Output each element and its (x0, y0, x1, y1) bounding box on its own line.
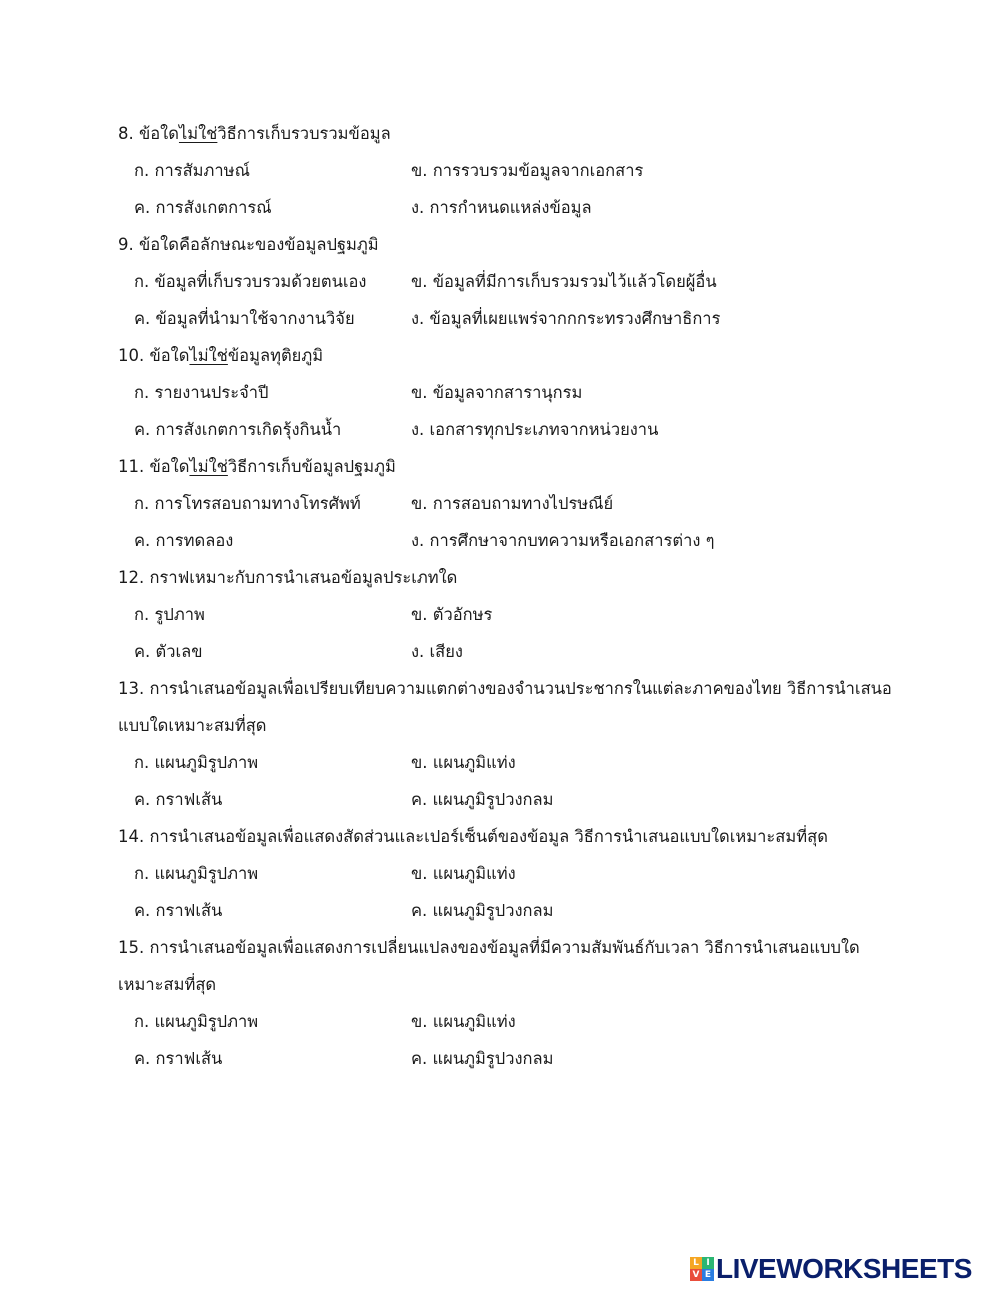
question-12-option-d: ง. เสียง (411, 642, 463, 661)
question-8-prefix: 8. ข้อใด (118, 124, 179, 143)
question-12-stem (0, 559, 1000, 596)
logo-tile-i: I (702, 1257, 714, 1269)
question-10-option-b: ข. ข้อมูลจากสารานุกรม (411, 383, 583, 402)
question-9-option-a: ก. ข้อมูลที่เก็บรวบรวมด้วยตนเอง (134, 272, 367, 291)
question-11-prefix: 11. ข้อใด (118, 457, 190, 476)
question-8-suffix: วิธีการเก็บรวบรวมข้อมูล (217, 124, 391, 143)
question-11-option-d: ง. การศึกษาจากบทความหรือเอกสารต่าง ๆ (411, 531, 715, 550)
question-13-options-row-2 (0, 781, 1000, 818)
question-10-option-d: ง. เอกสารทุกประเภทจากหน่วยงาน (411, 420, 659, 439)
question-9-stem (0, 226, 1000, 263)
question-15-stem (0, 929, 1000, 966)
question-14-options-row-1 (0, 855, 1000, 892)
question-13-text: 13. การนำเสนอข้อมูลเพื่อเปรียบเทียบความแตกต่างของจำนวนประชากรในแต่ละภาคของไทย วิธีการนำเสนอ (118, 679, 892, 698)
question-11-stem (0, 448, 1000, 485)
logo-tile-e: E (702, 1269, 714, 1281)
question-10-prefix: 10. ข้อใด (118, 346, 190, 365)
question-8-stem (0, 115, 1000, 152)
question-11-option-b: ข. การสอบถามทางไปรษณีย์ (411, 494, 614, 513)
question-14-option-d: ค. แผนภูมิรูปวงกลม (411, 901, 554, 920)
question-13-stem-continued (0, 707, 1000, 744)
question-8-option-b: ข. การรวบรวมข้อมูลจากเอกสาร (411, 161, 644, 180)
question-9-options-row-2 (0, 300, 1000, 337)
question-9-option-d: ง. ข้อมูลที่เผยแพร่จากกกระทรวงศึกษาธิการ (411, 309, 721, 328)
question-10-options-row-1 (0, 374, 1000, 411)
question-8-options-row-1 (0, 152, 1000, 189)
question-15-option-a: ก. แผนภูมิรูปภาพ (134, 1012, 259, 1031)
question-9-option-b: ข. ข้อมูลที่มีการเก็บรวมรวมไว้แล้วโดยผู้อื่น (411, 272, 717, 291)
liveworksheets-wordmark: LIVEWORKSHEETS (716, 1253, 972, 1284)
question-15-text-2: เหมาะสมที่สุด (118, 975, 217, 994)
question-13-option-a: ก. แผนภูมิรูปภาพ (134, 753, 259, 772)
question-12-option-a: ก. รูปภาพ (134, 605, 205, 624)
question-14-options-row-2 (0, 892, 1000, 929)
question-12-option-c: ค. ตัวเลข (134, 642, 203, 661)
question-12-text: 12. กราฟเหมาะกับการนำเสนอข้อมูลประเภทใด (118, 568, 458, 587)
question-9-options-row-1 (0, 263, 1000, 300)
question-9-text: 9. ข้อใดคือลักษณะของข้อมูลปฐมภูมิ (118, 235, 379, 254)
question-12-options-row-2 (0, 633, 1000, 670)
question-14-text: 14. การนำเสนอข้อมูลเพื่อแสดงสัดส่วนและเปอร์เซ็นต์ของข้อมูล วิธีการนำเสนอแบบใดเหมาะสมที่สุด (118, 827, 828, 846)
question-8-option-a: ก. การสัมภาษณ์ (134, 161, 250, 180)
question-8-underlined: ไม่ใช่ (178, 124, 218, 143)
question-15-option-d: ค. แผนภูมิรูปวงกลม (411, 1049, 554, 1068)
question-13-option-b: ข. แผนภูมิแท่ง (411, 753, 516, 772)
question-15-text: 15. การนำเสนอข้อมูลเพื่อแสดงการเปลี่ยนแปลงของข้อมูลที่มีความสัมพันธ์กับเวลา วิธีการนำเสนอแบบใด (118, 938, 860, 957)
question-11-options-row-2 (0, 522, 1000, 559)
question-11-option-c: ค. การทดลอง (134, 531, 234, 550)
question-10-options-row-2 (0, 411, 1000, 448)
question-9-option-c: ค. ข้อมูลที่นำมาใช้จากงานวิจัย (134, 309, 355, 328)
question-8-option-c: ค. การสังเกตการณ์ (134, 198, 272, 217)
question-10-suffix: ข้อมูลทุติยภูมิ (227, 346, 324, 365)
liveworksheets-logo (690, 1254, 972, 1284)
question-11-underlined: ไม่ใช่ (189, 457, 228, 476)
question-11-suffix: วิธีการเก็บข้อมูลปฐมภูมิ (227, 457, 396, 476)
question-14-option-c: ค. กราฟเส้น (134, 901, 223, 920)
logo-tile-v: V (690, 1269, 702, 1281)
question-15-options-row-1 (0, 1003, 1000, 1040)
liveworksheets-logo-icon (690, 1257, 714, 1281)
question-8-option-d: ง. การกำหนดแหล่งข้อมูล (411, 198, 592, 217)
question-10-stem (0, 337, 1000, 374)
question-8-options-row-2 (0, 189, 1000, 226)
question-13-option-d: ค. แผนภูมิรูปวงกลม (411, 790, 554, 809)
question-15-stem-continued (0, 966, 1000, 1003)
question-13-options-row-1 (0, 744, 1000, 781)
question-14-option-b: ข. แผนภูมิแท่ง (411, 864, 516, 883)
question-12-options-row-1 (0, 596, 1000, 633)
question-14-stem (0, 818, 1000, 855)
question-14-option-a: ก. แผนภูมิรูปภาพ (134, 864, 259, 883)
question-13-text-2: แบบใดเหมาะสมที่สุด (118, 716, 267, 735)
question-10-option-a: ก. รายงานประจำปี (134, 383, 269, 402)
question-13-stem (0, 670, 1000, 707)
question-12-option-b: ข. ตัวอักษร (411, 605, 493, 624)
question-11-options-row-1 (0, 485, 1000, 522)
question-11-option-a: ก. การโทรสอบถามทางโทรศัพท์ (134, 494, 361, 513)
logo-tile-l: L (690, 1257, 702, 1269)
question-15-option-b: ข. แผนภูมิแท่ง (411, 1012, 516, 1031)
question-10-option-c: ค. การสังเกตการเกิดรุ้งกินน้ำ (134, 420, 342, 439)
question-13-option-c: ค. กราฟเส้น (134, 790, 223, 809)
question-10-underlined: ไม่ใช่ (189, 346, 228, 365)
question-15-option-c: ค. กราฟเส้น (134, 1049, 223, 1068)
question-15-options-row-2 (0, 1040, 1000, 1077)
